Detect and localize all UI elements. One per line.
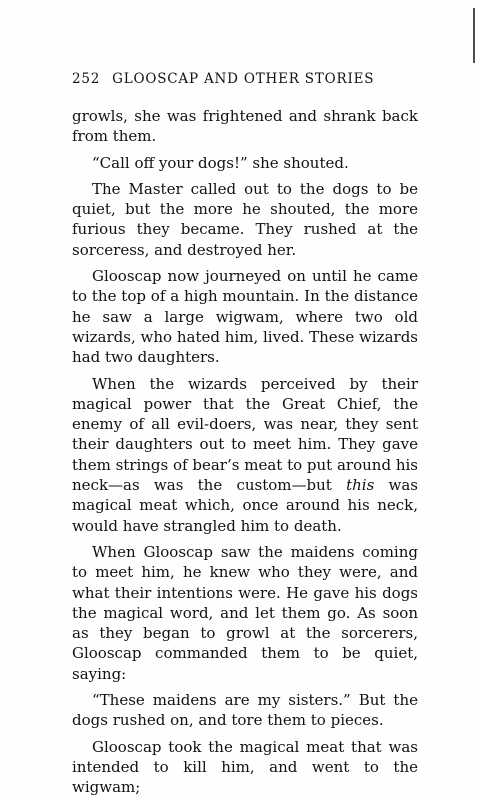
paragraph [72, 374, 418, 536]
paragraph-segment: was magical meat which, once around his neck, would have strangled him to death. [72, 476, 419, 535]
paragraph: Glooscap took the magical meat that was intended to kill him, and went to the wigwam; [72, 737, 418, 797]
emphasized-word: this [346, 476, 375, 495]
running-title: GLOOSCAP AND OTHER STORIES [112, 71, 375, 87]
body-text [72, 106, 418, 804]
page-number: 252 [72, 71, 101, 87]
paragraph: Glooscap now journeyed on until he came to the top of a high mountain. In the distance he saw a large wigwam, where two old wizards, who hated him, lived. These wizards had two daughters. [72, 267, 418, 367]
paragraph: The Master called out to the dogs to be quiet, but the more he shouted, the more furious they became. They rushed at the sorceress, and destroyed her. [72, 179, 418, 259]
paragraph-dialogue: “These maidens are my sisters.” But the dogs rushed on, and tore them to pieces. [72, 691, 418, 730]
paragraph-continued: growls, she was frightened and shrank back from them. [72, 107, 418, 146]
paragraph-segment: When the wizards perceived by their magical power that the Great Chief, the enemy of all evil-doers, was near, they sent their daughters out to meet him. They gave them strings of bear’s meat to put around his neck—as was the custom—but [72, 374, 418, 495]
page-edge-mark [473, 8, 475, 63]
paragraph-dialogue: “Call off your dogs!” she shouted. [92, 153, 349, 172]
paragraph: When Glooscap saw the maidens coming to meet him, he knew who they were, and what their intentions were. He gave his dogs the magical word, and let them go. As soon as they began to growl at the sorcerers, Glooscap commanded them to be quiet, saying: [72, 542, 418, 683]
running-header [72, 71, 392, 87]
